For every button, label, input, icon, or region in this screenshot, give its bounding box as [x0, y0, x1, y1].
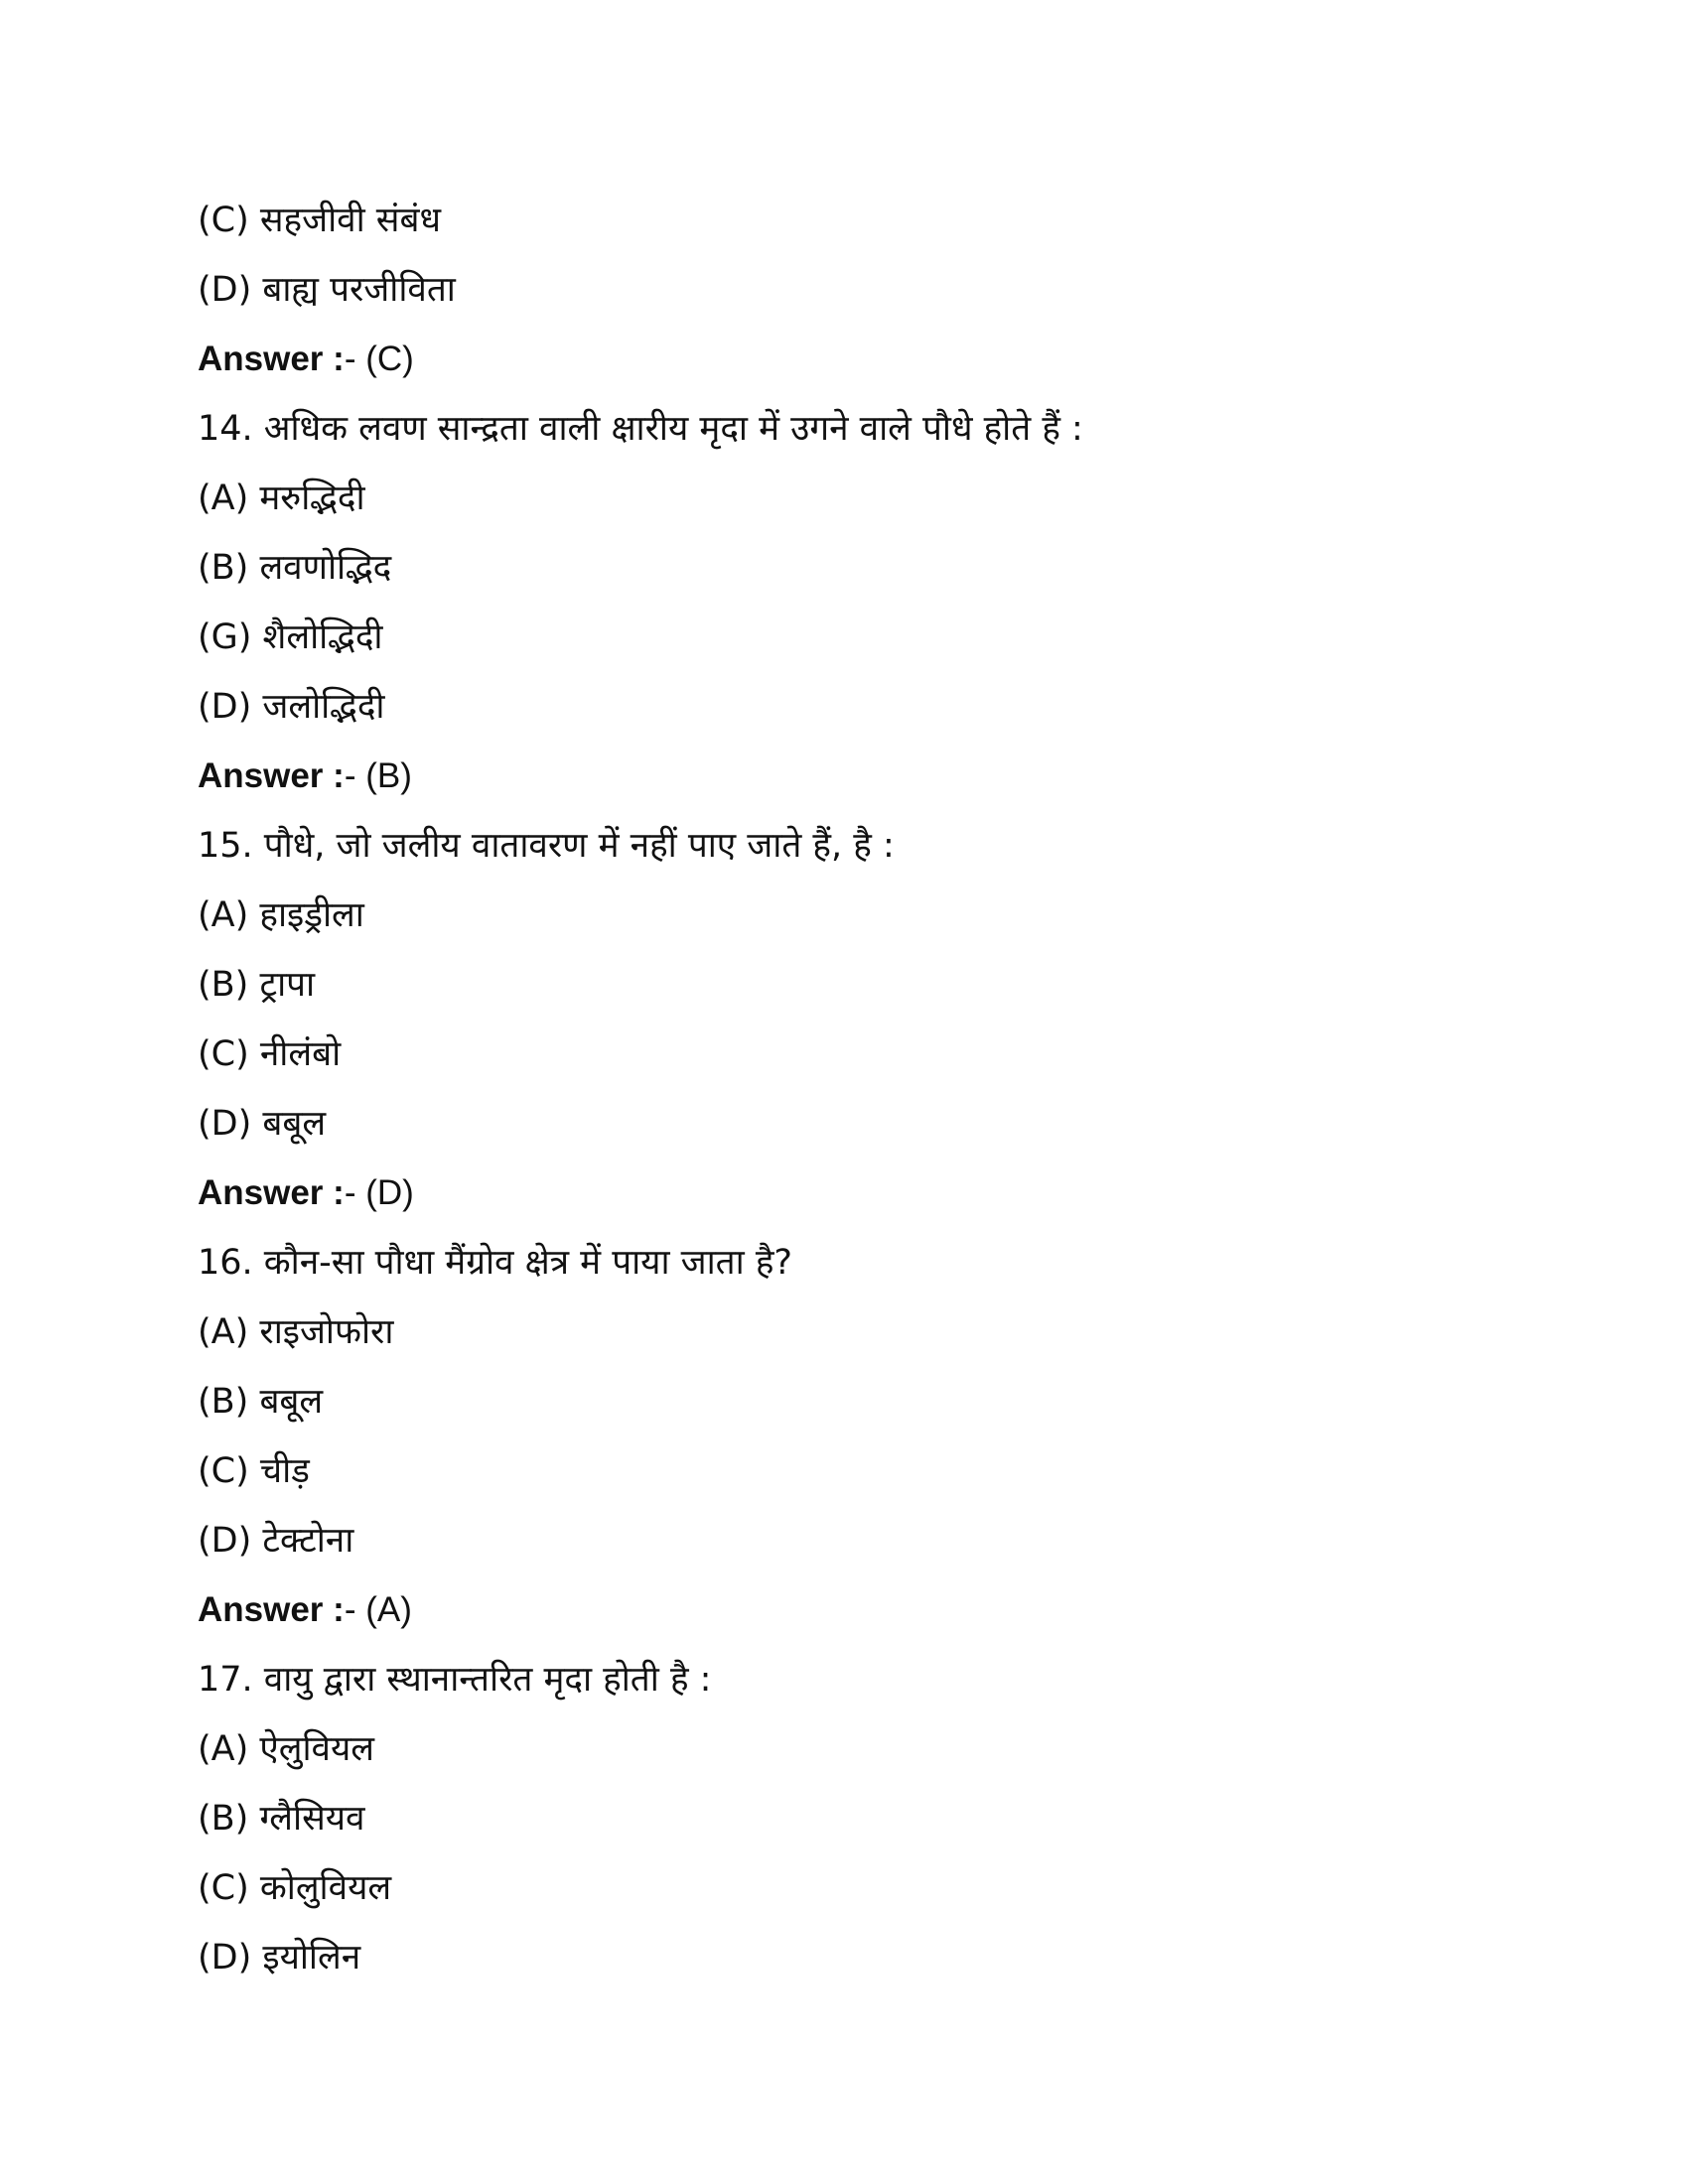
- option-line: (C) चीड़: [198, 1451, 310, 1491]
- option-line: (A) हाइड्रीला: [198, 895, 364, 935]
- answer-label: Answer :: [198, 340, 345, 378]
- answer-label: Answer :: [198, 1590, 345, 1629]
- answer-label: Answer :: [198, 756, 345, 795]
- answer-line: [198, 1584, 1588, 1654]
- answer-line: [198, 1167, 1588, 1237]
- document-page: [198, 195, 1588, 2001]
- answer-label: Answer :: [198, 1173, 345, 1212]
- option-line: (D) इयोलिन: [198, 1938, 361, 1978]
- option-line: (D) बबूल: [198, 1104, 327, 1144]
- question-line: 14. अधिक लवण सान्द्रता वाली क्षारीय मृदा में उगने वाले पौधे होते हैं :: [198, 409, 1083, 449]
- question-line: 15. पौधे, जो जलीय वातावरण में नहीं पाए जाते हैं, है :: [198, 826, 895, 866]
- answer-value: - (D): [344, 1173, 414, 1212]
- option-line: (C) सहजीवी संबंध: [198, 201, 441, 240]
- answer-value: - (A): [344, 1590, 412, 1629]
- question-line: 17. वायु द्वारा स्थानान्तरित मृदा होती है :: [198, 1660, 712, 1700]
- option-line: (A) मरुद्भिदी: [198, 478, 365, 518]
- answer-line: [198, 751, 1588, 820]
- option-line: (A) राइजोफोरा: [198, 1312, 394, 1352]
- option-line: (D) जलोद्भिदी: [198, 687, 385, 727]
- option-line: (A) ऐलुवियल: [198, 1729, 375, 1769]
- option-line: (C) कोलुवियल: [198, 1868, 392, 1908]
- answer-line: [198, 334, 1588, 403]
- question-line: 16. कौन-सा पौधा मैंग्रोव क्षेत्र में पाया जाता है?: [198, 1243, 792, 1283]
- option-line: (B) ग्लैसियव: [198, 1799, 365, 1839]
- option-line: (D) टेक्टोना: [198, 1521, 354, 1561]
- option-line: (D) बाह्य परजीविता: [198, 270, 456, 310]
- answer-value: - (B): [344, 756, 412, 795]
- answer-value: - (C): [344, 340, 414, 378]
- option-line: (C) नीलंबो: [198, 1034, 342, 1074]
- option-line: (G) शैलोद्भिदी: [198, 617, 383, 657]
- option-line: (B) लवणोद्भिद: [198, 548, 392, 588]
- option-line: (B) ट्रापा: [198, 965, 316, 1005]
- option-line: (B) बबूल: [198, 1382, 324, 1422]
